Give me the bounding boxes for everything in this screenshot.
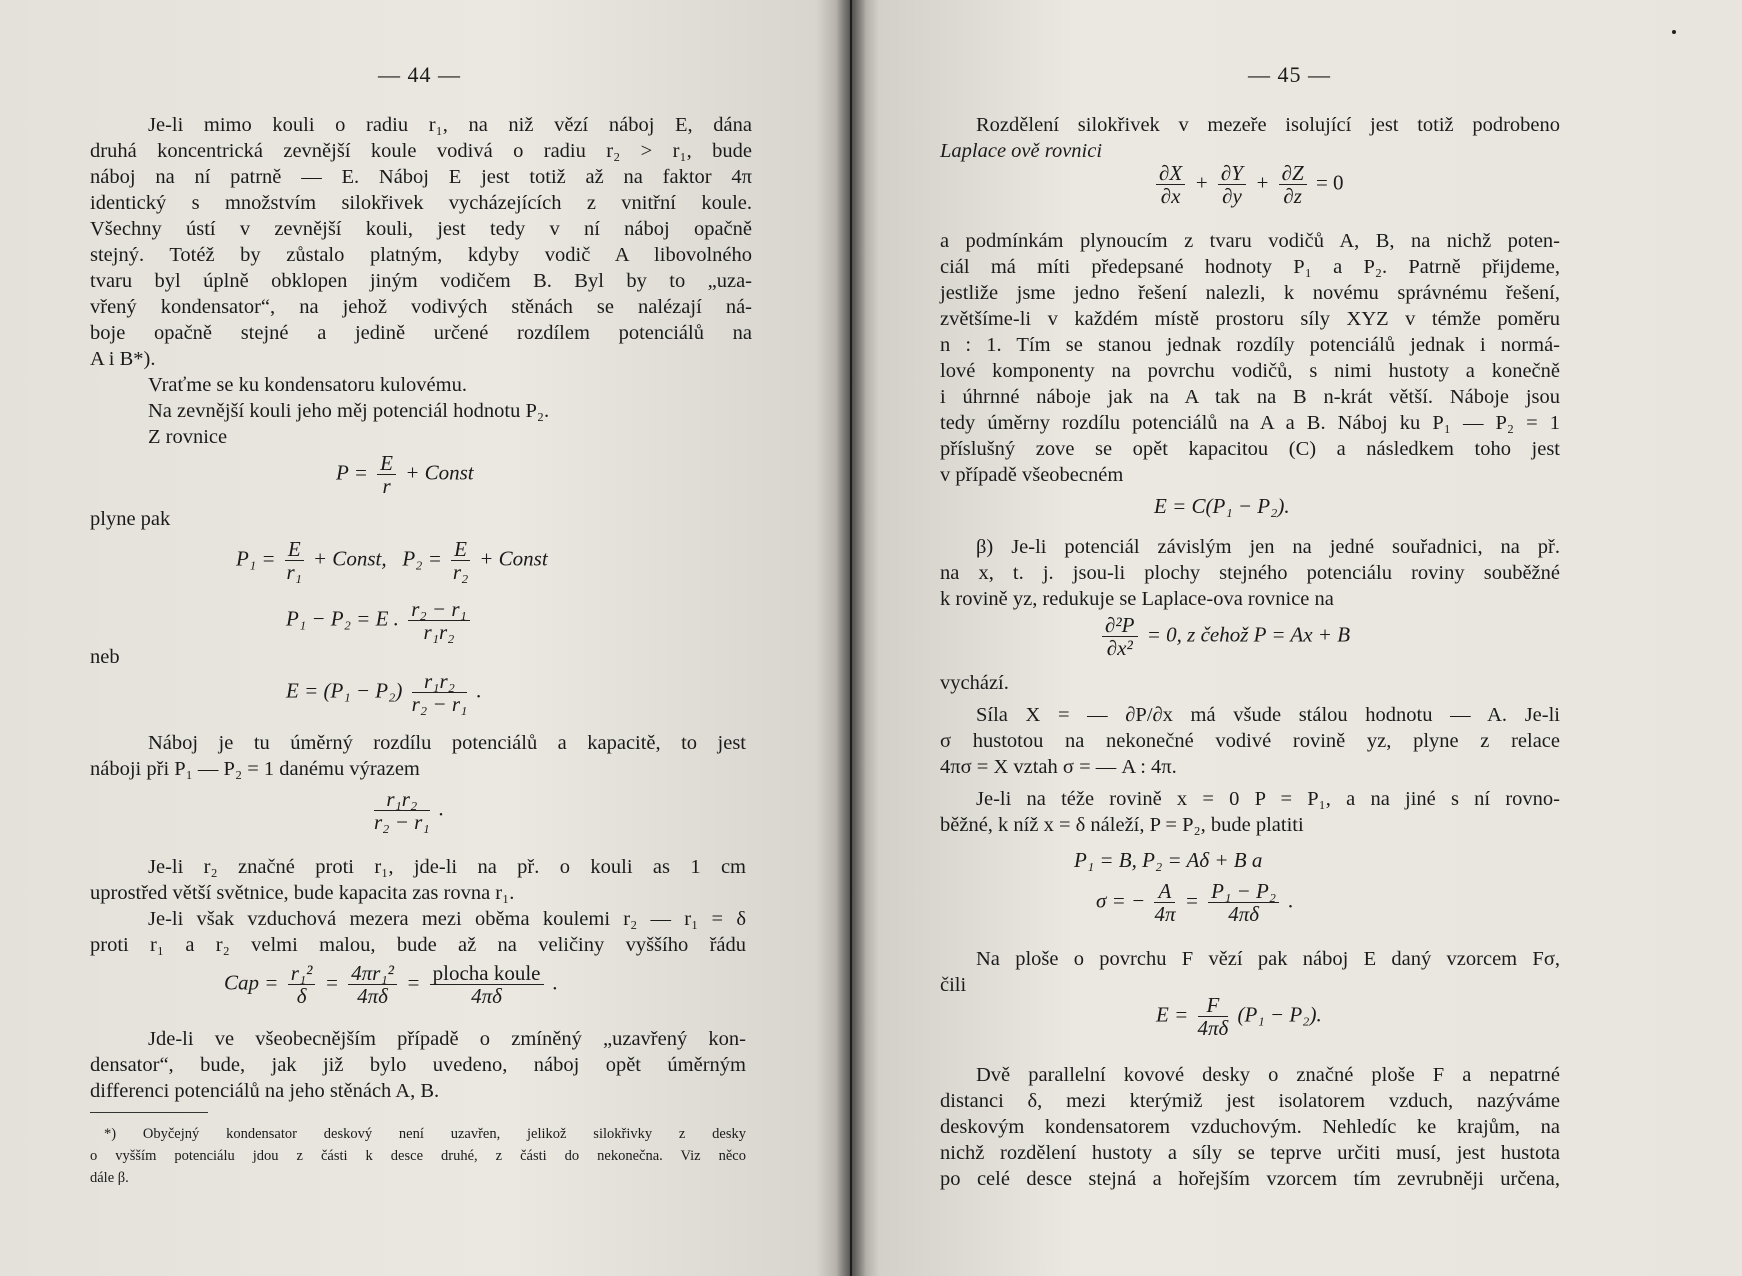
denominator: 4πδ (357, 984, 388, 1008)
fraction (374, 788, 430, 833)
footnote-line: o vyšším potenciálu jdou z části k desce druhé, z části do nekonečna. Viz něco (90, 1148, 746, 1164)
fraction (377, 452, 396, 497)
text-line: v případě všeobecném (940, 464, 1124, 486)
denominator: ∂y (1222, 184, 1242, 208)
text-line: náboj na ní patrně — E. Náboj E jest totiž až na faktor 4π (90, 166, 752, 188)
speck (1672, 30, 1676, 34)
fraction (1156, 162, 1185, 207)
numerator: r₂ − r₁ (408, 598, 470, 621)
denominator: r (382, 474, 391, 498)
text-line: Je-li mimo kouli o radiu r₁, na niž vězí náboj E, dána (148, 114, 752, 136)
numerator: E (377, 452, 396, 475)
numerator: P₁ − P₂ (1208, 880, 1279, 903)
text-line: Je-li však vzduchová mezera mezi oběma koulemi r₂ — r₁ = δ (148, 908, 746, 930)
numerator: ∂X (1156, 162, 1185, 185)
text-line: Je-li na téže rovině x = 0 P = P₁, a na jiné s ní rovno- (976, 788, 1560, 810)
equation-part: . (1288, 888, 1294, 913)
text-line: Rozdělení silokřivek v mezeře isolující jest totiž podrobeno (976, 114, 1560, 136)
equation-part: (P₁ − P₂). (1237, 1002, 1322, 1027)
text-line: n : 1. Tím se stanou jednak rozdíly potenciálů jednak i normá- (940, 334, 1560, 356)
denominator: δ (296, 984, 307, 1008)
text-line: Náboj je tu úměrný rozdílu potenciálů a kapacitě, to jest (148, 732, 746, 754)
equation (370, 788, 444, 833)
text-line: vychází. (940, 672, 1009, 694)
equation-part: E = (1156, 1002, 1189, 1027)
text-line: densator“, bude, jak již bylo uvedeno, náboj opět úměrným (90, 1054, 746, 1076)
equation-part: P₂ = (402, 546, 442, 571)
equation-part: . (552, 970, 558, 995)
equation-part: P₁ = (236, 546, 276, 571)
numerator: plocha koule (430, 962, 544, 985)
fraction (285, 538, 304, 583)
text-line: σ hustotou na nekonečné vodivé rovině yz, plyne z relace (940, 730, 1560, 752)
equation-part: + Const, (312, 546, 387, 571)
fraction (1154, 880, 1175, 925)
text-line: deskovým kondensatorem vzduchovým. Nehledíc ke krajům, na (940, 1116, 1560, 1138)
text-line: Jde-li ve všeobecnějším případě o zmíněný „uzavřený kon- (148, 1028, 746, 1050)
denominator: ∂x (1160, 184, 1181, 208)
fraction (451, 538, 470, 583)
equation-part: = 0, z čehož P = Ax + B (1146, 622, 1351, 647)
equation-part: E = (P₁ − P₂) (286, 678, 403, 703)
numerator: A (1154, 880, 1175, 903)
fraction (1102, 614, 1138, 659)
text-line: A i B*). (90, 348, 156, 370)
denominator: 4πδ (1197, 1016, 1229, 1040)
denominator: 4πδ (471, 984, 502, 1008)
text-line: zvětšíme-li v každém místě prostoru síly XYZ v témže poměru (940, 308, 1560, 330)
text-line: Vraťme se ku kondensatoru kulovému. (148, 374, 467, 396)
text-line: 4πσ = X vztah σ = — A : 4π. (940, 756, 1177, 778)
page-number: — 45 — (1248, 62, 1331, 87)
text-line: uprostřed větší světnice, bude kapacita zas rovna r₁. (90, 882, 515, 904)
equation-part: Cap = (224, 970, 279, 995)
numerator: r₁r₂ (374, 788, 430, 811)
fraction (1218, 162, 1246, 207)
denominator: r₂ (452, 560, 469, 584)
text-line: druhá koncentrická zevnější koule vodivá o radiu r₂ > r₁, bude (90, 140, 752, 162)
numerator: ∂²P (1102, 614, 1138, 637)
denominator: ∂x² (1106, 636, 1133, 660)
equation (1096, 880, 1294, 925)
denominator: 4πδ (1228, 902, 1260, 926)
equation (1098, 614, 1350, 659)
text-line: k rovině yz, redukuje se Laplace-ova rovnice na (940, 588, 1334, 610)
text-line: differenci potenciálů na jeho stěnách A, B. (90, 1080, 440, 1102)
numerator: E (285, 538, 304, 561)
footnote-line: *) Obyčejný kondensator deskový není uzavřen, jelikož silokřivky z desky (104, 1126, 746, 1142)
text-line: stejný. Totéž by zůstalo platným, kdyby vodič A libovolného (90, 244, 752, 266)
numerator: ∂Z (1279, 162, 1307, 185)
equation-part: + Const (405, 460, 474, 485)
equation (1156, 994, 1322, 1039)
equation-part: + (1255, 170, 1270, 195)
fraction (412, 670, 468, 715)
equation-part: = 0 (1315, 170, 1344, 195)
text-line: Všechny ústí v zevnější kouli, jest tedy v ní náboj opačně (90, 218, 752, 240)
text-line: příslušný zove se opět kapacitou (C) a následkem toho jest (940, 438, 1560, 460)
text-line: na x, t. j. jsou-li plochy stejného potenciálu roviny souběžné (940, 562, 1560, 584)
text-line: Z rovnice (148, 426, 228, 448)
fraction (408, 598, 470, 643)
numerator: E (451, 538, 470, 561)
text-line: jestliže jsme jedno řešení nalezli, k novému správnému řešení, (940, 282, 1560, 304)
equation-part: P = (336, 460, 368, 485)
text-line: ciál má míti předepsané hodnoty P₁ a P₂. Patrně přijdeme, (940, 256, 1560, 278)
text-line: Síla X = — ∂P/∂x má všude stálou hodnotu — A. Je-li (976, 704, 1560, 726)
left-page (0, 0, 850, 1276)
text-line: neb (90, 646, 120, 668)
text-line: tvaru byl úplně obklopen jiným vodičem B. Byl by to „uza- (90, 270, 752, 292)
text-line: Na zevnější kouli jeho měj potenciál hodnotu P₂. (148, 400, 550, 422)
fraction (430, 962, 544, 1007)
equation (1152, 162, 1344, 207)
fraction (288, 962, 316, 1007)
text-line: β) Je-li potenciál závislým jen na jedné souřadnici, na př. (976, 536, 1560, 558)
text-line: proti r₁ a r₂ velmi malou, bude až na veličiny vyššího řádu (90, 934, 746, 956)
denominator: r₂ − r₁ (411, 692, 468, 716)
text-line: náboji při P₁ — P₂ = 1 danému výrazem (90, 758, 420, 780)
text-line: nichž rozdělení hustoty a síly se teprve určiti musí, jest hustota (940, 1142, 1560, 1164)
page-number: — 44 — (378, 62, 461, 87)
text-line: Je-li r₂ značné proti r₁, jde-li na př. o kouli as 1 cm (148, 856, 746, 878)
footnote-rule (90, 1112, 208, 1113)
text-line: plyne pak (90, 508, 171, 530)
text-line: tedy úměrny rozdílu potenciálů na A a B. Náboj ku P₁ — P₂ = 1 (940, 412, 1560, 434)
denominator: r₁r₂ (423, 620, 455, 644)
equation-part: σ = − (1096, 888, 1146, 913)
equation: P₁ = B, P₂ = Aδ + B a (1074, 848, 1263, 872)
text-line: po celé desce stejná a hořejším vzorcem tím zevrubněji určena, (940, 1168, 1560, 1190)
equation-part: = (406, 970, 421, 995)
fraction (348, 962, 397, 1007)
text-line: Laplace ově rovnici (940, 140, 1103, 162)
text-line: a podmínkám plynoucím z tvaru vodičů A, B, na nichž poten- (940, 230, 1560, 252)
equation (286, 670, 482, 715)
equation-part: P₁ − P₂ = E . (286, 606, 399, 631)
equation (336, 452, 474, 497)
numerator: 4πr₁² (348, 962, 397, 985)
text-line: i úhrnné náboje jak na A tak na B n-krát větší. Náboje jsou (940, 386, 1560, 408)
footnote-line: dále β. (90, 1170, 129, 1186)
numerator: ∂Y (1218, 162, 1246, 185)
equation-part: = (324, 970, 339, 995)
text-line: Na ploše o povrchu F vězí pak náboj E daný vzorcem Fσ, (976, 948, 1560, 970)
equation-part: = (1184, 888, 1199, 913)
equation (224, 962, 558, 1007)
text-line: běžné, k níž x = δ náleží, P = P₂, bude platiti (940, 814, 1304, 836)
text-line: Dvě parallelní kovové desky o značné ploše F a nepatrné (976, 1064, 1560, 1086)
equation (286, 598, 474, 643)
equation: E = C(P₁ − P₂). (1154, 494, 1290, 518)
denominator: ∂z (1283, 184, 1302, 208)
text-line: vřený kondensator“, na jehož vodivých stěnách se nalézají ná- (90, 296, 752, 318)
right-page (852, 0, 1742, 1276)
text-line: lové komponenty na povrchu vodičů, s nimi hustoty a konečně (940, 360, 1560, 382)
fraction (1279, 162, 1307, 207)
book-gutter (836, 0, 866, 1276)
denominator: r₂ − r₁ (374, 810, 430, 834)
numerator: r₁² (288, 962, 316, 985)
numerator: r₁r₂ (412, 670, 468, 693)
equation-part: . (476, 678, 482, 703)
text-line: čili (940, 974, 967, 996)
equation-part: + Const (479, 546, 548, 571)
text-line: identický s množstvím silokřivek vycházejících z vnitřní koule. (90, 192, 752, 214)
numerator: F (1198, 994, 1229, 1017)
denominator: r₁ (286, 560, 302, 584)
equation-part: . (438, 796, 445, 821)
denominator: 4π (1154, 902, 1176, 926)
text-line: distanci δ, mezi kterýmiž jest isolatorem vzduch, nazýváme (940, 1090, 1560, 1112)
fraction (1198, 994, 1229, 1039)
text-line: boje opačně stejné a jedině určené rozdílem potenciálů na (90, 322, 752, 344)
equation (236, 538, 548, 583)
equation-part: + (1194, 170, 1209, 195)
fraction (1208, 880, 1279, 925)
